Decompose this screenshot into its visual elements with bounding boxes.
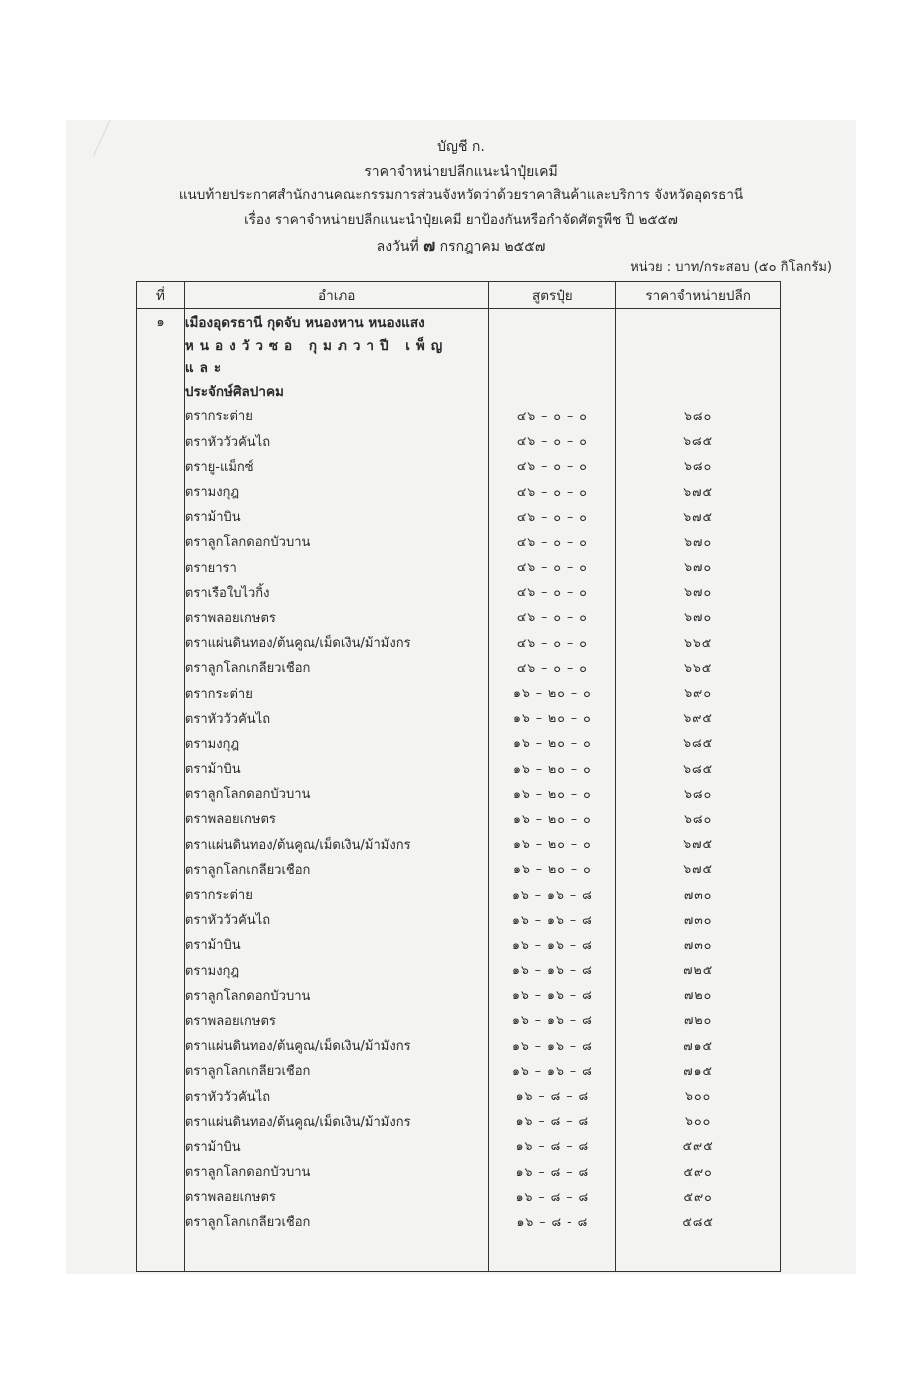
- table-row: [137, 580, 781, 605]
- brand-cell: ตราม้าบิน: [184, 504, 489, 529]
- district-row: [137, 378, 781, 403]
- price-cell: ๕๘๕: [616, 1209, 781, 1234]
- formula-cell: ๔๖ – ๐ – ๐: [489, 479, 616, 504]
- formula-cell: ๑๖ – ๘ – ๘: [489, 1134, 616, 1159]
- table-row: [137, 605, 781, 630]
- empty-cell: [137, 1109, 185, 1134]
- list-label: บัญชี ก.: [437, 139, 485, 155]
- formula-cell: ๑๖ – ๒๐ – ๐: [489, 781, 616, 806]
- formula-cell: ๑๖ – ๒๐ – ๐: [489, 857, 616, 882]
- formula-cell: ๔๖ – ๐ – ๐: [489, 454, 616, 479]
- empty-cell: [137, 1184, 185, 1209]
- empty-cell: [137, 781, 185, 806]
- price-cell: ๗๒๐: [616, 1008, 781, 1033]
- empty-cell: [616, 378, 781, 403]
- price-cell: ๗๓๐: [616, 882, 781, 907]
- brand-cell: ตราลูกโลกเกลียวเชือก: [184, 1209, 489, 1234]
- table-row: [137, 1083, 781, 1108]
- formula-cell: ๔๖ – ๐ – ๐: [489, 529, 616, 554]
- price-cell: ๖๙๕: [616, 706, 781, 731]
- brand-cell: ตรากระต่าย: [184, 680, 489, 705]
- brand-cell: ตราลูกโลกเกลียวเชือก: [184, 857, 489, 882]
- empty-cell: [137, 832, 185, 857]
- table-row: [137, 403, 781, 428]
- brand-cell: ตราลูกโลกดอกบัวบาน: [184, 1159, 489, 1184]
- document-date: [66, 236, 856, 257]
- empty-cell: [137, 479, 185, 504]
- brand-cell: ตรายารา: [184, 555, 489, 580]
- formula-cell: ๑๖ – ๒๐ – ๐: [489, 756, 616, 781]
- table-row: [137, 1134, 781, 1159]
- price-cell: ๖๗๕: [616, 504, 781, 529]
- formula-cell: ๔๖ – ๐ – ๐: [489, 555, 616, 580]
- table-row: [137, 958, 781, 983]
- table-row: [137, 1058, 781, 1083]
- district-line: หนองวัวซอ กุมภวาปี เพ็ญ และ: [184, 334, 489, 378]
- empty-cell: [137, 655, 185, 680]
- formula-cell: ๑๖ – ๒๐ – ๐: [489, 731, 616, 756]
- formula-cell: ๑๖ – ๑๖ – ๘: [489, 1033, 616, 1058]
- formula-cell: ๑๖ – ๘ – ๘: [489, 1184, 616, 1209]
- brand-cell: ตราเรือใบไวกิ้ง: [184, 580, 489, 605]
- price-cell: ๗๑๕: [616, 1058, 781, 1083]
- formula-cell: ๑๖ – ๒๐ – ๐: [489, 680, 616, 705]
- brand-cell: ตรามงกุฎ: [184, 731, 489, 756]
- formula-cell: ๑๖ – ๘ – ๘: [489, 1159, 616, 1184]
- brand-cell: ตรามงกุฎ: [184, 958, 489, 983]
- empty-cell: [137, 1134, 185, 1159]
- table-row: [137, 1008, 781, 1033]
- price-cell: ๕๙๐: [616, 1184, 781, 1209]
- price-cell: ๗๓๐: [616, 907, 781, 932]
- formula-cell: ๑๖ – ๘ – ๘: [489, 1109, 616, 1134]
- table-row: [137, 1159, 781, 1184]
- empty-cell: [137, 680, 185, 705]
- table-row: [137, 806, 781, 831]
- table-row: [137, 756, 781, 781]
- table-row: [137, 706, 781, 731]
- unit-label: หน่วย : บาท/กระสอบ (๕๐ กิโลกรัม): [630, 260, 832, 275]
- district-row: [137, 309, 781, 335]
- price-cell: ๖๘๐: [616, 403, 781, 428]
- empty-cell: [137, 378, 185, 403]
- price-cell: ๖๘๕: [616, 756, 781, 781]
- price-cell: ๖๐๐: [616, 1083, 781, 1108]
- price-cell: ๖๐๐: [616, 1109, 781, 1134]
- empty-cell: [137, 1058, 185, 1083]
- table-row: [137, 529, 781, 554]
- empty-cell: [137, 983, 185, 1008]
- price-cell: ๖๗๐: [616, 555, 781, 580]
- district-line: ประจักษ์ศิลปาคม: [184, 378, 489, 403]
- brand-cell: ตราพลอยเกษตร: [184, 605, 489, 630]
- brand-cell: ตราพลอยเกษตร: [184, 1184, 489, 1209]
- price-cell: ๖๗๕: [616, 857, 781, 882]
- table-body: [137, 309, 781, 1272]
- empty-cell: [137, 1083, 185, 1108]
- brand-cell: ตราลูกโลกเกลียวเชือก: [184, 1058, 489, 1083]
- table-row: [137, 857, 781, 882]
- empty-cell: [137, 1159, 185, 1184]
- brand-cell: ตราหัววัวคันไถ: [184, 706, 489, 731]
- brand-cell: ตราลูกโลกเกลียวเชือก: [184, 655, 489, 680]
- price-cell: ๖๘๕: [616, 731, 781, 756]
- table-row: [137, 832, 781, 857]
- price-cell: ๖๗๐: [616, 605, 781, 630]
- formula-cell: ๑๖ – ๒๐ – ๐: [489, 806, 616, 831]
- table-row: [137, 882, 781, 907]
- table-row: [137, 1033, 781, 1058]
- empty-cell: [137, 334, 185, 378]
- empty-cell: [137, 756, 185, 781]
- brand-cell: ตราแผ่นดินทอง/ต้นคูณ/เม็ดเงิน/ม้ามังกร: [184, 832, 489, 857]
- empty-cell: [137, 1235, 185, 1272]
- empty-cell: [137, 454, 185, 479]
- table-row: [137, 504, 781, 529]
- formula-cell: ๔๖ – ๐ – ๐: [489, 504, 616, 529]
- district-row: [137, 334, 781, 378]
- table-row: [137, 630, 781, 655]
- formula-cell: ๑๖ – ๒๐ – ๐: [489, 706, 616, 731]
- table-row: [137, 932, 781, 957]
- empty-cell: [137, 429, 185, 454]
- empty-cell: [489, 378, 616, 403]
- empty-cell: [137, 1033, 185, 1058]
- brand-cell: ตราลูกโลกดอกบัวบาน: [184, 529, 489, 554]
- empty-cell: [137, 529, 185, 554]
- price-cell: ๖๙๐: [616, 680, 781, 705]
- brand-cell: ตราลูกโลกดอกบัวบาน: [184, 983, 489, 1008]
- formula-cell: ๑๖ – ๑๖ – ๘: [489, 958, 616, 983]
- formula-cell: ๑๖ – ๘ – ๘: [489, 1083, 616, 1108]
- formula-cell: ๑๖ – ๑๖ – ๘: [489, 907, 616, 932]
- empty-cell: [489, 334, 616, 378]
- formula-cell: ๔๖ – ๐ – ๐: [489, 403, 616, 428]
- table-row: [137, 1184, 781, 1209]
- empty-cell: [137, 1008, 185, 1033]
- price-cell: ๖๘๐: [616, 806, 781, 831]
- price-cell: ๖๘๕: [616, 429, 781, 454]
- empty-cell: [137, 731, 185, 756]
- brand-cell: ตราแผ่นดินทอง/ต้นคูณ/เม็ดเงิน/ม้ามังกร: [184, 1109, 489, 1134]
- brand-cell: ตราม้าบิน: [184, 932, 489, 957]
- formula-cell: ๔๖ – ๐ – ๐: [489, 429, 616, 454]
- empty-cell: [137, 555, 185, 580]
- header-price: ราคาจำหน่ายปลีก: [616, 282, 781, 309]
- table-row: [137, 454, 781, 479]
- table-row: [137, 1209, 781, 1234]
- price-cell: ๗๑๕: [616, 1033, 781, 1058]
- empty-cell: [137, 958, 185, 983]
- price-cell: ๗๓๐: [616, 932, 781, 957]
- table-header-row: [137, 282, 781, 309]
- empty-cell: [137, 403, 185, 428]
- empty-cell: [137, 857, 185, 882]
- table-row: [137, 555, 781, 580]
- brand-cell: ตรากระต่าย: [184, 882, 489, 907]
- table-end-row: [137, 1235, 781, 1272]
- brand-cell: ตราแผ่นดินทอง/ต้นคูณ/เม็ดเงิน/ม้ามังกร: [184, 1033, 489, 1058]
- date-day: ๗: [423, 236, 436, 255]
- empty-cell: [137, 907, 185, 932]
- formula-cell: ๑๖ – ๒๐ – ๐: [489, 832, 616, 857]
- empty-cell: [184, 1235, 489, 1272]
- formula-cell: ๑๖ – ๑๖ – ๘: [489, 1058, 616, 1083]
- empty-cell: [489, 309, 616, 335]
- brand-cell: ตราแผ่นดินทอง/ต้นคูณ/เม็ดเงิน/ม้ามังกร: [184, 630, 489, 655]
- price-cell: ๖๗๕: [616, 832, 781, 857]
- brand-cell: ตรายู-แม็กซ์: [184, 454, 489, 479]
- table-row: [137, 731, 781, 756]
- empty-cell: [616, 1235, 781, 1272]
- header-number: ที่: [137, 282, 185, 309]
- header-formula: สูตรปุ๋ย: [489, 282, 616, 309]
- table-row: [137, 983, 781, 1008]
- brand-cell: ตรามงกุฎ: [184, 479, 489, 504]
- empty-cell: [137, 630, 185, 655]
- date-month-year: กรกฎาคม ๒๕๕๗: [439, 239, 546, 255]
- formula-cell: ๑๖ – ๑๖ – ๘: [489, 932, 616, 957]
- price-table: [136, 281, 781, 1272]
- price-cell: ๖๗๕: [616, 479, 781, 504]
- group-number: ๑: [137, 309, 185, 335]
- formula-cell: ๑๖ – ๑๖ – ๘: [489, 882, 616, 907]
- empty-cell: [137, 580, 185, 605]
- brand-cell: ตราพลอยเกษตร: [184, 1008, 489, 1033]
- district-line: เมืองอุดรธานี กุดจับ หนองหาน หนองแสง: [184, 309, 489, 335]
- formula-cell: ๑๖ – ๑๖ – ๘: [489, 1008, 616, 1033]
- empty-cell: [616, 309, 781, 335]
- empty-cell: [489, 1235, 616, 1272]
- table-row: [137, 429, 781, 454]
- empty-cell: [137, 504, 185, 529]
- table-row: [137, 907, 781, 932]
- formula-cell: ๑๖ – ๑๖ – ๘: [489, 983, 616, 1008]
- brand-cell: ตราหัววัวคันไถ: [184, 429, 489, 454]
- formula-cell: ๔๖ – ๐ – ๐: [489, 655, 616, 680]
- empty-cell: [137, 806, 185, 831]
- table-row: [137, 655, 781, 680]
- brand-cell: ตราม้าบิน: [184, 1134, 489, 1159]
- document-subject: เรื่อง ราคาจำหน่ายปลีกแนะนำปุ๋ยเคมี ยาป้องกันหรือกำจัดศัตรูพืช ปี ๒๕๕๗: [244, 212, 678, 228]
- price-cell: ๖๖๕: [616, 655, 781, 680]
- empty-cell: [616, 334, 781, 378]
- document-subtitle: แนบท้ายประกาศสำนักงานคณะกรรมการส่วนจังหวัดว่าด้วยราคาสินค้าและบริการ จังหวัดอุดรธานี: [178, 187, 744, 203]
- empty-cell: [137, 706, 185, 731]
- brand-cell: ตราหัววัวคันไถ: [184, 907, 489, 932]
- empty-cell: [137, 605, 185, 630]
- table-row: [137, 781, 781, 806]
- price-cell: ๖๖๕: [616, 630, 781, 655]
- table-row: [137, 479, 781, 504]
- document-title: ราคาจำหน่ายปลีกแนะนำปุ๋ยเคมี: [364, 164, 558, 180]
- price-cell: ๖๗๐: [616, 529, 781, 554]
- date-prefix: ลงวันที่: [376, 239, 419, 255]
- brand-cell: ตราลูกโลกดอกบัวบาน: [184, 781, 489, 806]
- header-district: อำเภอ: [184, 282, 489, 309]
- brand-cell: ตราหัววัวคันไถ: [184, 1083, 489, 1108]
- formula-cell: ๔๖ – ๐ – ๐: [489, 630, 616, 655]
- price-cell: ๕๙๕: [616, 1134, 781, 1159]
- brand-cell: ตรากระต่าย: [184, 403, 489, 428]
- formula-cell: ๔๖ – ๐ – ๐: [489, 605, 616, 630]
- price-cell: ๗๒๐: [616, 983, 781, 1008]
- table-row: [137, 680, 781, 705]
- table-row: [137, 1109, 781, 1134]
- empty-cell: [137, 932, 185, 957]
- brand-cell: ตราม้าบิน: [184, 756, 489, 781]
- formula-cell: ๔๖ – ๐ – ๐: [489, 580, 616, 605]
- brand-cell: ตราพลอยเกษตร: [184, 806, 489, 831]
- price-cell: ๖๘๐: [616, 781, 781, 806]
- price-cell: ๖๗๐: [616, 580, 781, 605]
- price-cell: ๕๙๐: [616, 1159, 781, 1184]
- formula-cell: ๑๖ – ๘ - ๘: [489, 1209, 616, 1234]
- price-cell: ๖๘๐: [616, 454, 781, 479]
- empty-cell: [137, 882, 185, 907]
- price-cell: ๗๒๕: [616, 958, 781, 983]
- empty-cell: [137, 1209, 185, 1234]
